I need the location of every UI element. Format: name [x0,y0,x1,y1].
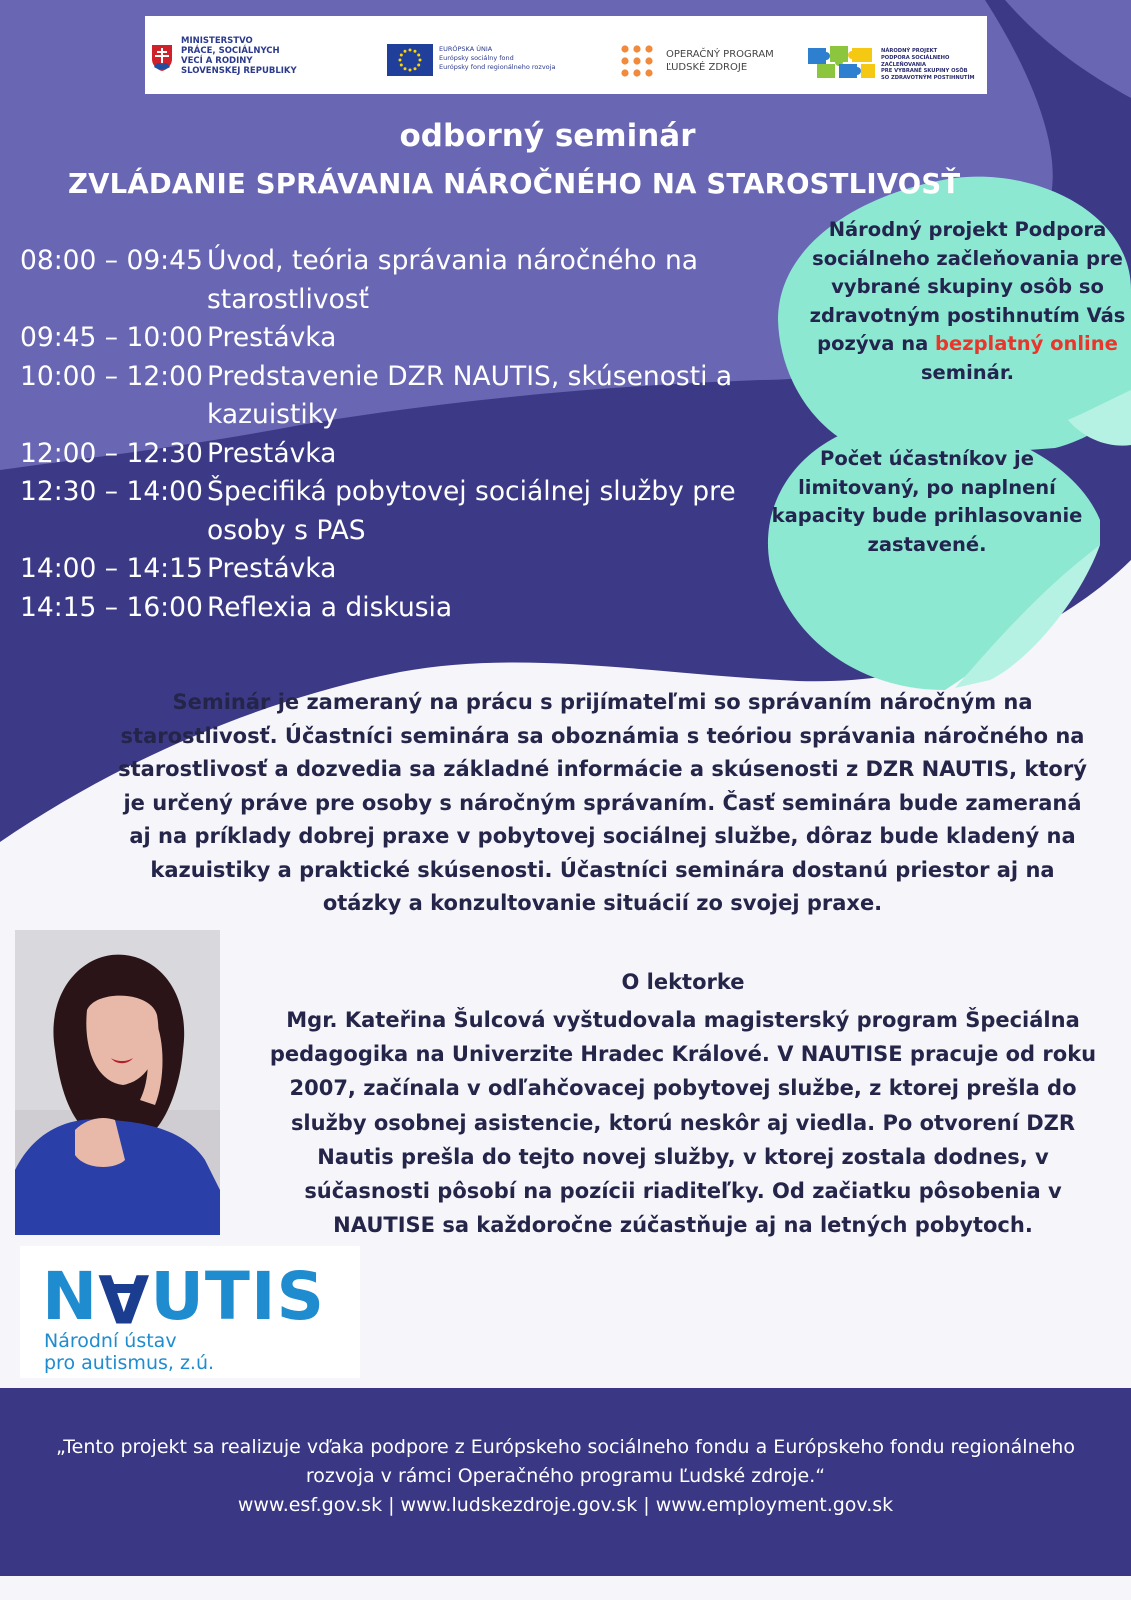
schedule-time: 09:45 – 10:00 [20,322,203,353]
seminar-description: Seminár je zameraný na prácu s prijímateľmi so správaním náročným na starostlivosť. Účastníci seminára sa oboznámia s teóriou správania náročného na starostlivosť a dozvedia sa základné informácie a skúsenosti z DZR NAUTIS, ktorý je určený práve pre osoby s náročným správaním. Časť seminára bude zameraná aj na príklady dobrej praxe v pobytovej sociálnej službe, dôraz bude kladený na kazuistiky a praktické skúsenosti. Účastníci seminára dostanú priestor aj na otázky a konzultovanie situácií zo svojej praxe. [118,690,1087,915]
eu-logo [387,40,567,80]
schedule-time: 08:00 – 09:45 [20,245,203,276]
nautis-letter-n: N [42,1258,99,1335]
logo-bar [145,16,987,94]
schedule-description: Prestávka [207,322,337,353]
slovak-crest-icon [151,44,173,72]
nautis-letter-a: A [98,1259,151,1336]
schedule-time: 10:00 – 12:00 [20,360,203,392]
schedule-row [20,319,760,358]
nautis-logo [20,1246,360,1378]
schedule-description: Reflexia a diskusia [207,591,453,623]
schedule-row [20,550,760,589]
schedule-row [20,589,760,628]
ministry-logo [151,26,331,88]
project-logo [807,40,987,84]
lector-heading: O lektorke [621,970,745,994]
op-text: OPERAČNÝ PROGRAM ĽUDSKÉ ZDROJE [666,49,774,73]
nautis-letters-utis: UTIS [150,1258,326,1335]
footer [0,1388,1131,1576]
schedule-row [20,242,760,319]
schedule-description: Prestávka [207,553,337,584]
schedule-row [20,435,760,474]
capacity-bubble: Počet účastníkov je limitovaný, po naplnení kapacity bude prihlasovanie zastavené. [771,447,1083,556]
schedule-time: 12:00 – 12:30 [20,437,203,469]
puzzle-icon [807,42,877,80]
footer-line: rozvoja v rámci Operačného programu Ľudské zdroje.“ [305,1465,826,1487]
schedule-row [20,473,760,550]
nautis-subtitle: Národní ústav pro autismus, z.ú. [44,1330,215,1374]
seminar-subtitle: odborný seminár [399,118,696,154]
schedule-description: Prestávka [207,437,337,469]
schedule-description: Špecifiká pobytovej sociálnej služby pre osoby s PAS [207,476,736,546]
project-logo-text: NÁRODNÝ PROJEKT PODPORA SOCIÁLNEHO ZAČLEŇOVANIA PRE VYBRANÉ SKUPINY OSÔB SO ZDRAVOTNÝM POSTIHNUTÍM [881,48,975,82]
ministry-name: MINISTERSTVO PRÁCE, SOCIÁLNYCH VECÍ A RODINY SLOVENSKEJ REPUBLIKY [181,36,297,76]
schedule-time: 14:00 – 14:15 [20,553,203,584]
invitation-text: Národný projekt Podpora sociálneho začleňovania pre vybrané skupiny osôb so zdravotným postihnutím Vás pozýva na [809,218,1126,355]
eu-flag-icon [387,44,433,76]
invitation-bubble [795,216,1131,387]
schedule-description: Úvod, teória správania náročného na starostlivosť [207,245,698,315]
schedule [20,242,760,627]
op-logo [620,42,790,80]
nautis-wordmark [42,1258,326,1336]
footer-text [0,1433,1131,1520]
footer-line: „Tento projekt sa realizuje vďaka podpore z Európskeho sociálneho fondu a Európskeho fondu regionálneho [56,1436,1075,1458]
schedule-time: 14:15 – 16:00 [20,591,203,623]
lector-bio: Mgr. Kateřina Šulcová vyštudovala magisterský program Špeciálna pedagogika na Univerzite Hradec Králové. V NAUTISE pracuje od roku 2007, začínala v odľahčovacej pobytovej službe, z ktorej prešla do služby osobnej asistencie, ktorú neskôr aj viedla. Po otvorení DZR Nautis prešla do tejto novej služby, v ktorej zostala dodnes, v súčasnosti pôsobí na pozícii riaditeľky. Od začiatku pôsobenia v NAUTISE sa každoročne zúčastňuje aj na letných pobytoch. [269,1008,1097,1238]
op-dots-icon [620,44,654,78]
free-online-highlight: bezplatný online [935,332,1118,355]
eu-text: EURÓPSKA ÚNIA Európsky sociálny fond Európsky fond regionálneho rozvoja [439,45,556,71]
lector-photo [15,930,220,1235]
schedule-row [20,358,760,435]
invitation-text-end: seminár. [920,360,1015,384]
schedule-time: 12:30 – 14:00 [20,476,203,507]
footer-links: www.esf.gov.sk | www.ludskezdroje.gov.sk | www.employment.gov.sk [237,1494,894,1516]
seminar-title: ZVLÁDANIE SPRÁVANIA NÁROČNÉHO NA STAROSTLIVOSŤ [68,168,961,200]
schedule-description: Predstavenie DZR NAUTIS, skúsenosti a kazuistiky [207,360,733,430]
